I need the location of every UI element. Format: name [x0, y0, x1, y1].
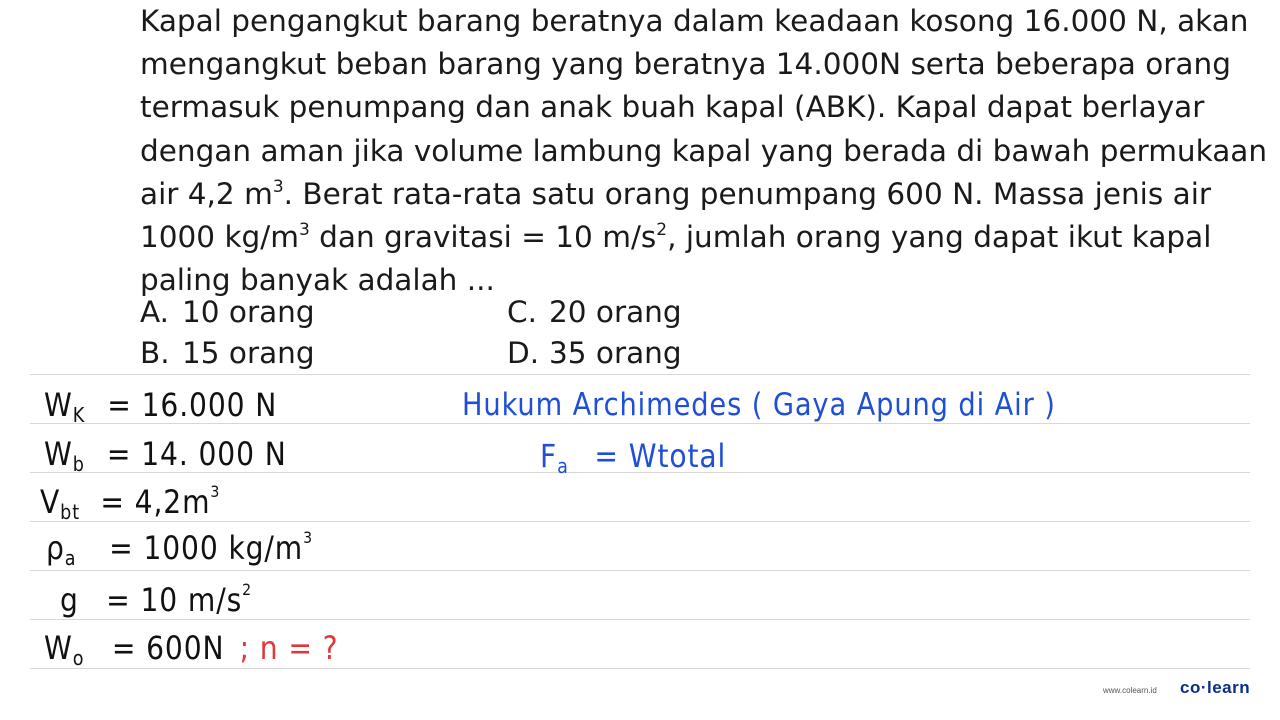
subscript: a	[64, 546, 77, 570]
symbol: g	[60, 581, 79, 619]
option-text: 35 orang	[549, 336, 682, 370]
problem-line: Kapal pengangkut barang beratnya dalam keadaan kosong 16.000 N, akan	[140, 4, 1249, 38]
symbol: W	[44, 629, 73, 667]
exponent: 3	[272, 176, 284, 197]
option-a	[140, 292, 315, 332]
exponent: 3	[210, 482, 221, 501]
value: = 4,2m	[100, 483, 211, 521]
symbol: V	[40, 483, 61, 521]
problem-text: , jumlah orang yang dapat ikut kapal	[667, 219, 1212, 254]
symbol: W	[44, 386, 73, 424]
unknown-n: ; n = ?	[239, 629, 339, 667]
problem-statement	[140, 0, 1268, 302]
option-letter: B.	[140, 336, 170, 370]
subscript: K	[72, 403, 86, 427]
problem-text: air 4,2 m	[140, 176, 273, 211]
given-g	[60, 580, 252, 620]
given-vbt	[40, 482, 220, 522]
problem-line: mengangkut beban barang yang beratnya 14.000N serta beberapa orang	[140, 47, 1231, 82]
subscript: b	[72, 452, 85, 476]
value: = Wtotal	[594, 437, 727, 475]
problem-line: dengan aman jika volume lambung kapal yang berada di bawah permukaan	[140, 133, 1268, 168]
problem-text: . Berat rata-rata satu orang penumpang 600 N. Massa jenis air	[283, 176, 1212, 211]
footer-url[interactable]: www.colearn.id	[1103, 686, 1157, 695]
exponent: 2	[656, 219, 668, 240]
given-rho	[46, 528, 313, 568]
exponent: 3	[303, 528, 313, 547]
ruled-line	[30, 668, 1250, 669]
subscript: a	[557, 454, 569, 478]
ruled-line	[30, 570, 1250, 571]
subscript: bt	[60, 500, 80, 524]
option-d	[507, 333, 682, 373]
ruled-line	[30, 374, 1250, 375]
value: = 10 m/s	[106, 581, 243, 619]
option-b	[140, 333, 315, 373]
symbol: W	[44, 435, 73, 473]
given-wo	[44, 628, 338, 668]
exponent: 2	[242, 580, 252, 599]
option-letter: A.	[140, 295, 170, 329]
brand-logo: co·learn	[1180, 678, 1251, 697]
exponent: 3	[298, 219, 310, 240]
archimedes-equation	[540, 436, 726, 476]
value: = 16.000 N	[107, 386, 278, 424]
problem-text: dan gravitasi = 10 m/s	[309, 219, 657, 254]
given-wb	[44, 434, 287, 474]
symbol: F	[540, 437, 558, 475]
given-wk	[44, 385, 277, 425]
problem-text: 1000 kg/m	[140, 219, 299, 254]
subscript: o	[72, 646, 85, 670]
option-text: 10 orang	[182, 295, 315, 329]
problem-line: termasuk penumpang dan anak buah kapal (ABK). Kapal dapat berlayar	[140, 90, 1205, 125]
problem-line	[140, 216, 1212, 259]
option-letter: C.	[507, 295, 537, 329]
option-text: 15 orang	[182, 336, 315, 370]
option-c	[507, 292, 682, 332]
problem-line: paling banyak adalah ...	[140, 263, 495, 298]
option-text: 20 orang	[549, 295, 682, 329]
problem-line	[140, 173, 1212, 216]
archimedes-heading: Hukum Archimedes ( Gaya Apung di Air )	[462, 387, 1056, 423]
symbol: ρ	[46, 529, 65, 567]
value: = 1000 kg/m	[109, 529, 304, 567]
option-letter: D.	[507, 336, 540, 370]
value: = 600N	[111, 629, 225, 667]
value: = 14. 000 N	[106, 435, 287, 473]
